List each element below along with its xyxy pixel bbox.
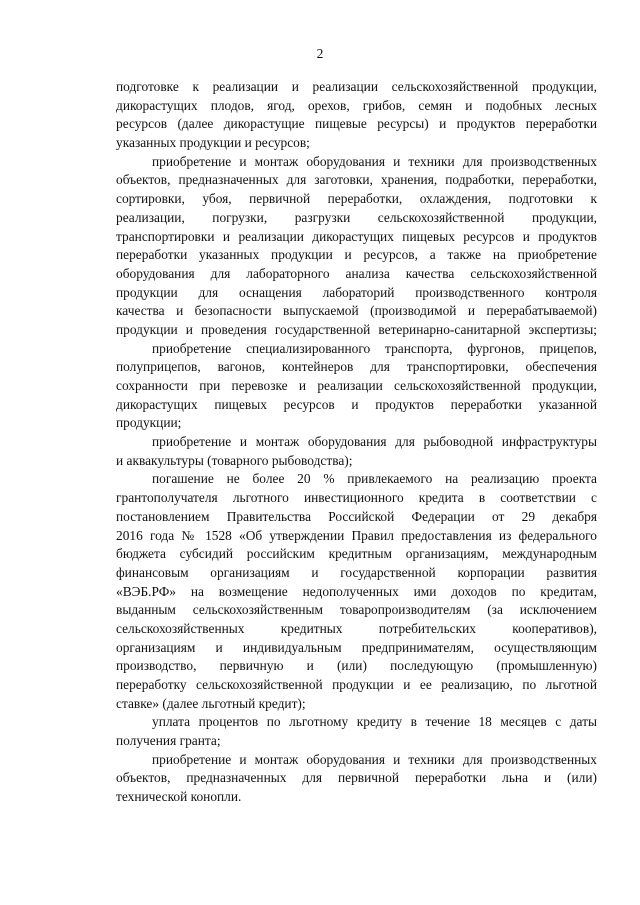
text-line: и аквакультуры (товарного рыбоводства);	[116, 452, 353, 468]
text-line: ставке» (далее льготный кредит);	[116, 695, 306, 711]
text-line: ресурсов (далее дикорастущие пищевые ресурсы) и продуктов переработки	[116, 116, 597, 132]
text-line: транспортировки и реализации дикорастущих пищевых ресурсов и продуктов	[116, 228, 597, 244]
text-line: сохранности при перевозке и реализации сельскохозяйственной продукции,	[116, 378, 597, 393]
text-line: приобретение и монтаж оборудования для рыбоводной инфраструктуры	[152, 434, 597, 450]
text-line: технической конопли.	[116, 789, 242, 805]
text-line: грантополучателя льготного инвестиционного кредита в соответствии с	[116, 490, 597, 506]
text-line: получения гранта;	[116, 733, 221, 749]
text-line: переработку сельскохозяйственной продукции и ее реализацию, по льготной	[116, 677, 597, 692]
page-number: 2	[316, 46, 324, 61]
text-line: продукции;	[116, 415, 182, 431]
text-line: производство, первичную и (или) последующую (промышленную)	[116, 658, 597, 674]
text-line: финансовым организациям и государственной корпорации развития	[116, 564, 597, 580]
text-line: сельскохозяйственных кредитных потребительских кооперативов),	[116, 620, 597, 636]
text-line: постановлением Правительства Российской Федерации от 29 декабря	[116, 508, 597, 524]
text-line: оборудования для лабораторного анализа качества сельскохозяйственной	[116, 265, 597, 281]
text-line: объектов, предназначенных для заготовки, хранения, подработки, переработки,	[116, 172, 597, 188]
text-line: реализации, погрузки, разгрузки сельскохозяйственной продукции,	[116, 209, 597, 225]
text-line: указанных продукции и ресурсов;	[116, 135, 310, 151]
text-line: качества и безопасности выпускаемой (производимой и перерабатываемой)	[116, 303, 597, 319]
text-line: продукции и проведения государственной ветеринарно-санитарной экспертизы;	[116, 321, 597, 337]
text-line: приобретение специализированного транспорта, фургонов, прицепов,	[152, 340, 597, 356]
text-line: подготовке к реализации и реализации сельскохозяйственной продукции,	[116, 79, 597, 94]
text-line: объектов, предназначенных для первичной переработки льна и (или)	[116, 770, 597, 786]
text-line: переработки указанных продукции и ресурсов, а также на приобретение	[116, 247, 597, 263]
text-line: уплата процентов по льготному кредиту в течение 18 месяцев с даты	[152, 714, 597, 730]
text-line: приобретение и монтаж оборудования и техники для производственных	[152, 153, 597, 169]
text-line: «ВЭБ.РФ» на возмещение недополученных ими доходов по кредитам,	[116, 583, 597, 599]
text-line: бюджета субсидий российским кредитным организациям, международным	[116, 546, 597, 562]
text-line: 2016 года № 1528 «Об утверждении Правил предоставления из федерального	[116, 527, 597, 543]
text-line: выданным сельскохозяйственным товаропроизводителям (за исключением	[116, 602, 597, 618]
text-line: дикорастущих пищевых ресурсов и продуктов переработки указанной	[116, 396, 597, 412]
text-line: дикорастущих плодов, ягод, орехов, грибов, семян и подобных лесных	[116, 97, 597, 113]
text-line: полуприцепов, вагонов, контейнеров для транспортировки, обеспечения	[116, 359, 597, 375]
document-body	[116, 78, 597, 807]
text-line: погашение не более 20 % привлекаемого на реализацию проекта	[152, 471, 597, 487]
text-line: организациям и индивидуальным предпринимателям, осуществляющим	[116, 639, 597, 655]
text-line: приобретение и монтаж оборудования и техники для производственных	[152, 751, 597, 767]
text-line: сортировки, убоя, первичной переработки, охлаждения, подготовки к	[116, 191, 597, 207]
text-line: продукции для оснащения лабораторий производственного контроля	[116, 284, 597, 300]
